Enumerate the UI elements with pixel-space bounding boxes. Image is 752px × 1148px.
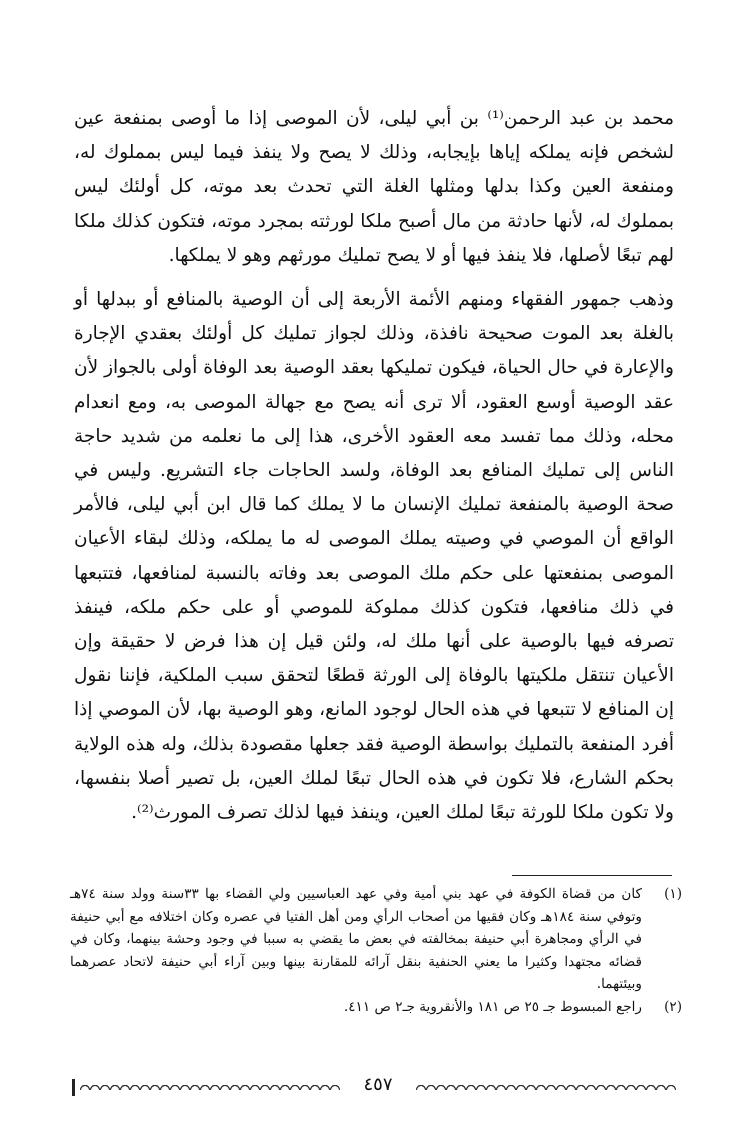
footnote-1 — [70, 883, 682, 996]
footnotes — [70, 883, 682, 1018]
main-text — [74, 102, 674, 830]
footnote-number: (٢) — [664, 998, 682, 1015]
paragraph-1: محمد بن عبد الرحمن⁽¹⁾ بن أبي ليلى، لأن الموصى إذا ما أوصى بمنفعة عين لشخص فإنه يملكه إياها بإيجابه، وذلك لا يصح ولا ينفذ فيما ليس بمملوك له، ومنفعة العين وكذا بدلها ومثلها الغلة التي تحدث بعد موته، كل أولئك ليس بمملوك له، لأنها حادثة من مال أصبح ملكا لورثته بمجرد موته، فتكون كذلك ملكا لهم تبعًا لأصلها، فلا ينفذ فيها أو لا يصح تمليك مورثهم وهو لا يملكها. — [74, 108, 674, 266]
paragraph-2: وذهب جمهور الفقهاء ومنهم الأئمة الأربعة إلى أن الوصية بالمنافع أو ببدلها أو بالغلة بعد الموت صحيحة نافذة، وذلك لجواز تمليك كل أولئك بعقدي الإجارة والإعارة في حال الحياة، فيكون تمليكها بعقد الوصية بعد الوفاة أولى بالجواز لأن عقد الوصية أوسع العقود، ألا ترى أنه يصح مع جهالة الموصى به، ومع انعدام محله، وذلك مما تفسد معه العقود الأخرى، هذا إلى ما نعلمه من شديد حاجة الناس إلى تمليك المنافع بعد الوفاة، ولسد الحاجات جاء التشريع. وليس في صحة الوصية بالمنفعة تمليك الإنسان ما لا يملك كما قال ابن أبي ليلى، فالأمر الواقع أن الموصي في وصيته يملك الموصى له ما يملكه، وذلك لبقاء الأعيان الموصى بمنفعتها على حكم ملك الموصى بعد وفاته بالنسبة لمنافعها، فتتبعها في ذلك منافعها، فتكون كذلك مملوكة للموصي أو على حكم ملكه، فينفذ تصرفه فيها بالوصية على أنها ملك له، ولئن قيل إن هذا فرض لا حقيقة وإن الأعيان تنتقل ملكيتها بالوفاة إلى الورثة قطعًا لتحقق سبب الملكية، فإننا نقول إن المنافع لا تتبعها في هذه الحال لوجود المانع، وهو الوصية بها، لأن الموصي إذا أفرد المنفعة بالتمليك بواسطة الوصية فقد جعلها مقصودة بذلك، وله هذه الولاية بحكم الشارع، فلا تكون في هذه الحال تبعًا لملك العين، بل تصير أصلا بنفسها، ولا تكون ملكا للورثة تبعًا لملك العين، وينفذ فيها لذلك تصرف المورث⁽²⁾. — [74, 289, 674, 824]
footnote-text: كان من قضاة الكوفة في عهد بني أمية وفي عهد العباسيين ولي القضاء بها ٣٣سنة وولد سنة ٧٤هـ وتوفي سنة ١٨٤هـ وكان فقيها من أصحاب الرأي ومن أهل الفتيا في عصره وكان اختلافه مع أبي حنيفة في الرأي ومجاهرة أبي حنيفة بمخالفته في بعض ما يقضي به سببا في وجود وحشة بينهما، وكان في قضائه مجتهدا وكثيرا ما يعني الحنفية بنقل آرائه للمقارنة بينها وبين آراء أبي حنيفة لاتحاد عصرهما وبيئتهما. — [70, 886, 642, 992]
decorative-line-right — [416, 1085, 676, 1090]
page-number: ٤٥٧ — [363, 1074, 393, 1095]
footnote-text: راجع المبسوط جـ ٢٥ ص ١٨١ والأنقروية جـ٢ ص ٤١١. — [343, 998, 642, 1015]
footnote-number: (١) — [664, 886, 682, 902]
footnote-separator — [512, 875, 672, 876]
page-footer — [72, 1072, 684, 1102]
footnote-2 — [70, 996, 682, 1019]
